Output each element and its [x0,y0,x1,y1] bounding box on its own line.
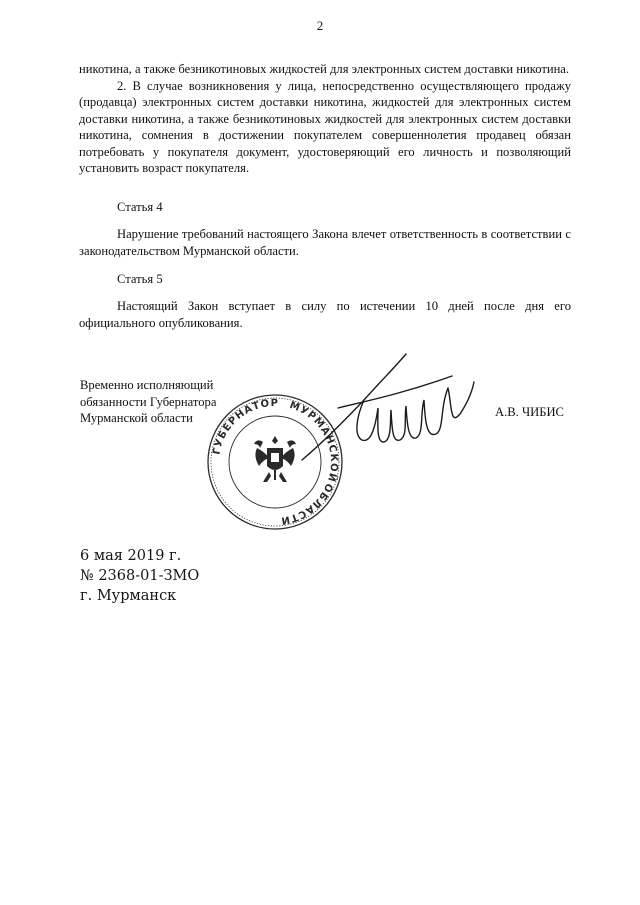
seal-text-top: МУРМАНСКОЙ [287,399,340,484]
signatory-title [80,377,216,427]
text-continuation [79,61,571,177]
signing-date: 6 мая 2019 г. [80,548,182,564]
paragraph-1: никотина, а также безникотиновых жидкостей для электронных систем доставки никотина. [79,62,570,76]
signing-city: г. Мурманск [80,588,177,604]
article-4-text: Нарушение требований настоящего Закона влечет ответственность в соответствии с законодательством Мурманской области. [79,227,571,258]
document-footer [80,546,199,606]
signatory-name: А.В. ЧИБИС [495,405,564,419]
article-5-text: Настоящий Закон вступает в силу по истечении 10 дней после дня его официального опубликования. [79,299,571,330]
article-4-body [79,226,571,259]
article-5-heading: Статья 5 [117,272,163,286]
seal-text-left: ГУБЕРНАТОР [211,397,279,456]
law-number: № 2368-01-ЗМО [80,568,200,584]
article-5-body [79,298,571,331]
seal-text-right: ОБЛАСТИ [279,481,335,526]
signatory-title-line-2: обязанности Губернатора [80,394,217,409]
eagle-emblem-icon [254,436,296,482]
signatory-title-line-1: Временно исполняющий [80,378,214,392]
paragraph-2: 2. В случае возникновения у лица, непосредственно осуществляющего продажу (продавца) электронных систем доставки никотина, жидкостей для электронных систем доставки никотина, а также безникотиновых жидкостей для электронных систем доставки никотина, сомнения в достижении покупателем совершеннолетия продавец обязан потребовать у покупателя документ, удостоверяющий его личность и позволяющий установить возраст покупателя. [79,78,571,175]
article-4-heading: Статья 4 [117,200,163,214]
signatory-title-line-3: Мурманской области [80,411,193,425]
page-number: 2 [316,18,324,33]
handwritten-signature [292,348,477,468]
